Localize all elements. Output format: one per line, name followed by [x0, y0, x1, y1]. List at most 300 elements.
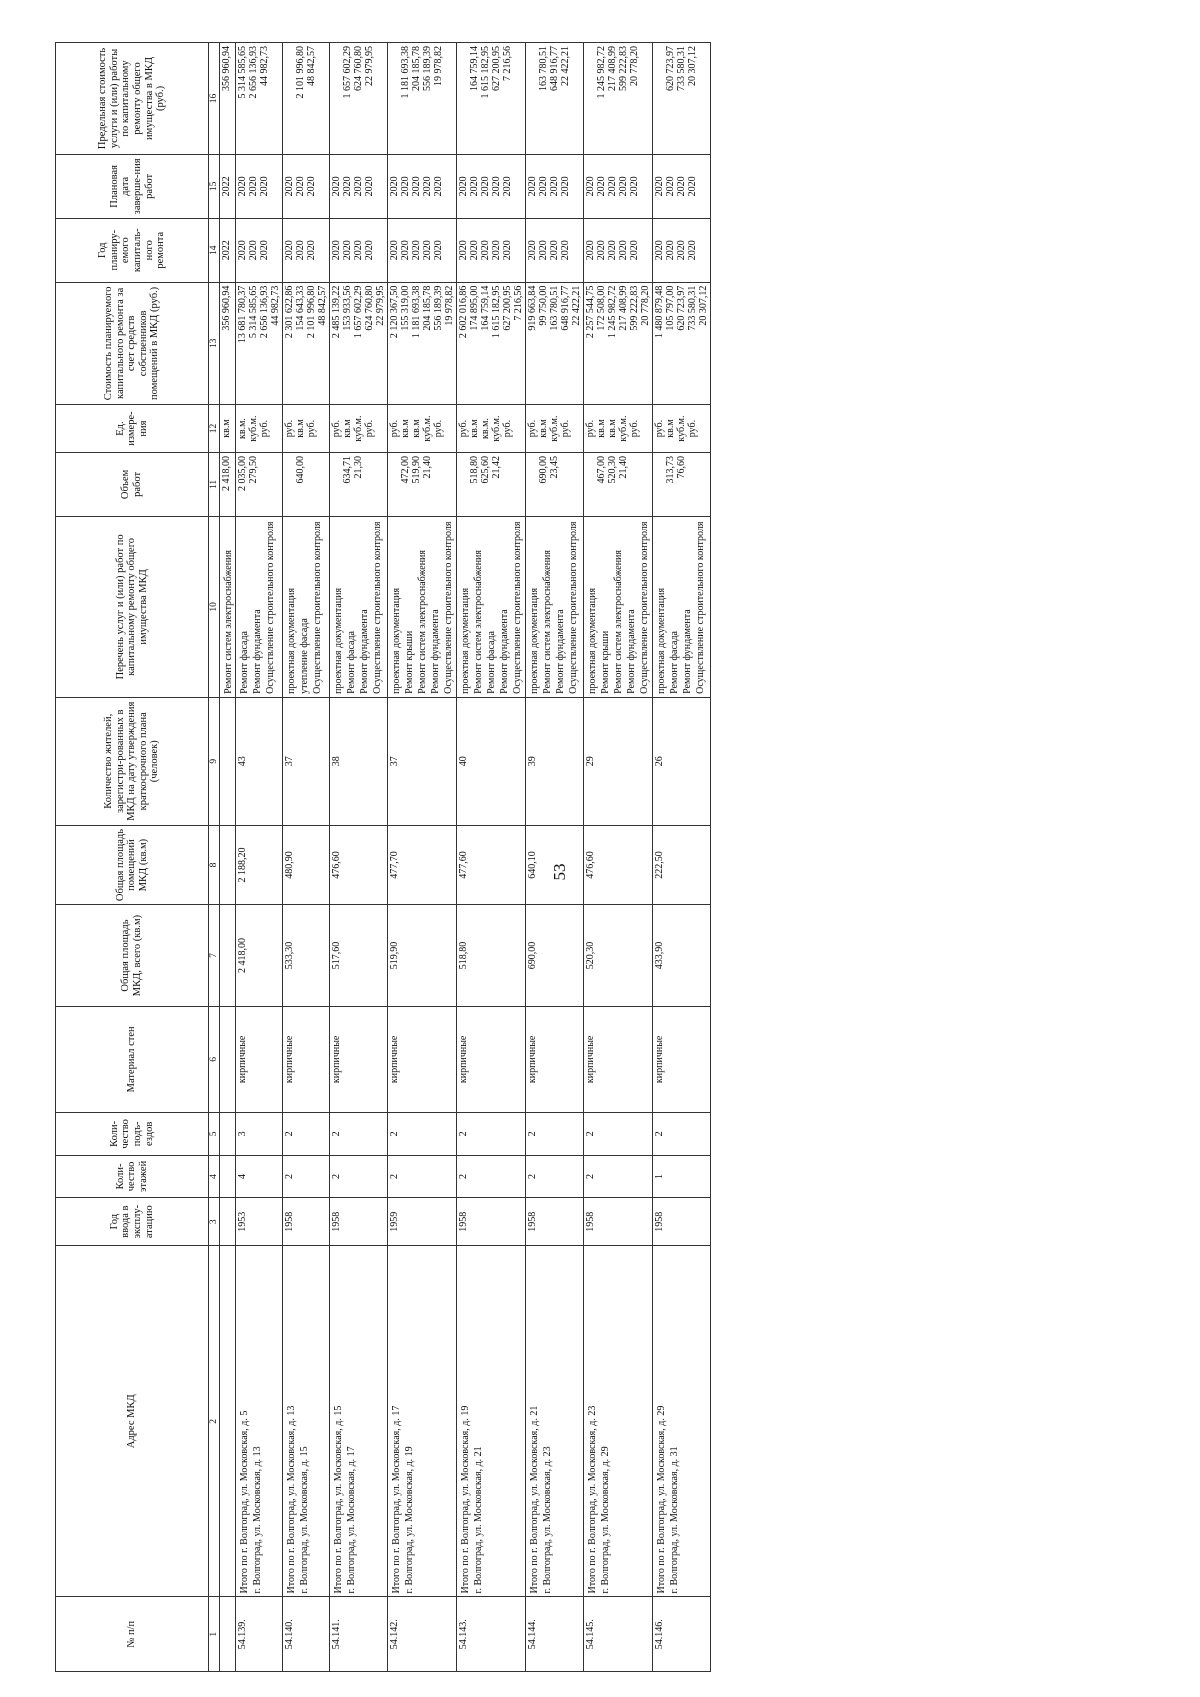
- row-number: [220, 1597, 236, 1672]
- limit-cell: [457, 43, 526, 155]
- work-end_year: 2020: [458, 176, 470, 197]
- walls-cell: кирпичные: [584, 1006, 653, 1112]
- work-volume: 21,40: [618, 456, 630, 479]
- work-unit: куб.м.: [491, 415, 503, 442]
- unit-cell: [457, 405, 526, 453]
- floors-cell: 2: [584, 1155, 653, 1198]
- work-end_year: 2020: [259, 176, 271, 197]
- year-cell: 1958: [653, 1198, 711, 1246]
- area-rooms-cell: 476,60: [330, 825, 388, 905]
- work-unit: руб.: [654, 419, 666, 438]
- entrances-cell: 3: [236, 1113, 283, 1156]
- work-cost: 1 657 602,29: [353, 285, 365, 339]
- works-cell: [653, 516, 711, 697]
- work-volume: [629, 456, 640, 513]
- work-cost: 48 842,57: [317, 285, 329, 326]
- walls-cell: кирпичные: [457, 1006, 526, 1112]
- total-label: Итого по г. Волгоград, ул. Московская, д. 15: [333, 1405, 345, 1594]
- plan-year-cell: [330, 218, 388, 282]
- column-number: 5: [209, 1113, 220, 1156]
- walls-cell: [220, 1006, 236, 1112]
- area-total-cell: 690,00: [526, 905, 584, 1006]
- works-cell: [526, 516, 584, 697]
- work-name: Ремонт фасада: [486, 631, 498, 694]
- work-plan_year: 2020: [331, 240, 343, 261]
- cost-cell: [388, 282, 457, 404]
- work-cost: 217 408,99: [618, 285, 630, 331]
- work-unit: кв.м: [342, 419, 354, 438]
- area-total-cell: 433,90: [653, 905, 711, 1006]
- cost-cell: [330, 282, 388, 404]
- work-name: проектная документация: [656, 587, 668, 694]
- work-cost: 204 185,78: [422, 285, 434, 331]
- cost-cell: [220, 282, 236, 404]
- work-volume: [585, 456, 596, 513]
- cost-cell: [653, 282, 711, 404]
- unit-cell: [220, 405, 236, 453]
- work-unit: куб.м.: [248, 415, 260, 442]
- work-volume: [654, 456, 665, 513]
- unit-cell: [330, 405, 388, 453]
- volume-cell: [236, 453, 283, 517]
- work-unit: руб.: [284, 419, 296, 438]
- plan-year-cell: [457, 218, 526, 282]
- work-end_year: 2020: [654, 176, 666, 197]
- work-plan_year: 2020: [458, 240, 470, 261]
- work-plan_year: 2020: [411, 240, 423, 261]
- work-end_year: 2020: [342, 176, 354, 197]
- floors-cell: 2: [457, 1155, 526, 1198]
- area-rooms-cell: 476,60: [584, 825, 653, 905]
- total-cost: 2 120 367,50: [389, 285, 401, 339]
- work-cost: 599 222,83: [629, 285, 641, 331]
- table-row: [220, 43, 236, 1672]
- area-total-cell: [220, 905, 236, 1006]
- column-header: Перечень услуг и (или) работ по капитальному ремонту общего имущества МКД: [56, 516, 209, 697]
- column-number: 16: [209, 43, 220, 155]
- works-cell: [283, 516, 330, 697]
- work-plan_year: 2020: [676, 240, 688, 261]
- table-row: [457, 43, 526, 1672]
- work-end_year: 2020: [306, 176, 318, 197]
- total-label: Итого по г. Волгоград, ул. Московская, д. 17: [391, 1405, 403, 1594]
- work-cost: 105 797,00: [665, 285, 677, 331]
- work-unit: кв.м: [411, 419, 423, 438]
- work-unit: кв.м: [665, 419, 677, 438]
- work-unit: куб.м.: [618, 415, 630, 442]
- work-cost: 153 933,56: [342, 285, 354, 331]
- column-number: 4: [209, 1155, 220, 1198]
- work-volume: 467,00: [596, 456, 608, 484]
- work-end_year: 2022: [221, 176, 233, 197]
- walls-cell: кирпичные: [526, 1006, 584, 1112]
- work-unit: кв.м.: [480, 418, 492, 440]
- area-rooms-cell: [220, 825, 236, 905]
- row-number: 54.139.: [236, 1597, 283, 1672]
- work-limit: 1 245 982,72: [596, 46, 608, 99]
- work-volume: 519,90: [411, 456, 423, 484]
- work-end_year: 2020: [480, 176, 492, 197]
- year-cell: 1953: [236, 1198, 283, 1246]
- repair-plan-table: [55, 42, 711, 1672]
- work-cost: 44 982,73: [270, 285, 282, 326]
- work-limit: 204 185,78: [411, 46, 423, 91]
- work-name: Ремонт фундамента: [682, 609, 694, 694]
- work-name: Ремонт фундамента: [555, 609, 567, 694]
- column-number: 14: [209, 218, 220, 282]
- column-number: 10: [209, 516, 220, 697]
- work-volume: [284, 456, 295, 513]
- year-cell: 1958: [526, 1198, 584, 1246]
- work-limit: [284, 46, 295, 151]
- work-end_year: 2020: [331, 176, 343, 197]
- end-year-cell: [388, 154, 457, 218]
- work-end_year: 2020: [596, 176, 608, 197]
- work-cost: 164 759,14: [480, 285, 492, 331]
- column-number: 11: [209, 453, 220, 517]
- work-plan_year: 2020: [491, 240, 503, 261]
- plan-year-cell: [584, 218, 653, 282]
- work-cost: 624 760,80: [364, 285, 376, 331]
- end-year-cell: [457, 154, 526, 218]
- work-plan_year: 2020: [342, 240, 354, 261]
- work-plan_year: 2020: [585, 240, 597, 261]
- work-unit: кв.м: [596, 419, 608, 438]
- end-year-cell: [220, 154, 236, 218]
- work-plan_year: 2020: [284, 240, 296, 261]
- address: г. Волгоград, ул. Московская, д. 17: [346, 1446, 358, 1594]
- work-unit: куб.м.: [549, 415, 561, 442]
- address: г. Волгоград, ул. Московская, д. 15: [299, 1446, 311, 1594]
- area-total-cell: 520,30: [584, 905, 653, 1006]
- work-volume: 21,40: [422, 456, 434, 479]
- work-limit: 733 580,31: [676, 46, 688, 91]
- volume-cell: [220, 453, 236, 517]
- row-number: 54.142.: [388, 1597, 457, 1672]
- work-volume: 520,30: [607, 456, 619, 484]
- work-plan_year: 2020: [295, 240, 307, 261]
- work-plan_year: 2020: [607, 240, 619, 261]
- work-volume: [389, 456, 400, 513]
- work-name: Ремонт фасада: [669, 631, 681, 694]
- work-cost: 22 422,21: [571, 285, 583, 326]
- work-name: Ремонт фундамента: [626, 609, 638, 694]
- unit-cell: [283, 405, 330, 453]
- work-name: Ремонт крыши: [404, 630, 416, 694]
- work-plan_year: 2020: [422, 240, 434, 261]
- work-name: Осуществление строительного контроля: [312, 521, 324, 694]
- work-plan_year: 2020: [237, 240, 249, 261]
- work-limit: 2 101 996,80: [295, 46, 307, 99]
- work-name: Ремонт фундамента: [359, 609, 371, 694]
- work-cost: 174 895,00: [469, 285, 481, 331]
- work-volume: 313,73: [665, 456, 677, 484]
- total-cost: 2 602 016,86: [458, 285, 470, 339]
- address: г. Волгоград, ул. Московская, д. 19: [404, 1446, 416, 1594]
- work-unit: руб.: [585, 419, 597, 438]
- end-year-cell: [330, 154, 388, 218]
- column-number: 13: [209, 282, 220, 404]
- work-unit: руб.: [306, 419, 318, 438]
- work-volume: [527, 456, 538, 513]
- area-rooms-cell: 477,70: [388, 825, 457, 905]
- work-volume: 2 418,00: [221, 456, 233, 491]
- work-unit: руб.: [389, 419, 401, 438]
- year-cell: 1958: [283, 1198, 330, 1246]
- plan-year-cell: [653, 218, 711, 282]
- entrances-cell: 2: [653, 1113, 711, 1156]
- address: г. Волгоград, ул. Московская, д. 31: [669, 1446, 681, 1594]
- column-header: Материал стен: [56, 1006, 209, 1112]
- column-header: Год ввода в эксплу-атацию: [56, 1198, 209, 1246]
- work-plan_year: 2020: [527, 240, 539, 261]
- floors-cell: 2: [283, 1155, 330, 1198]
- residents-cell: 26: [653, 697, 711, 825]
- plan-year-cell: [236, 218, 283, 282]
- year-cell: 1958: [330, 1198, 388, 1246]
- work-plan_year: 2020: [259, 240, 271, 261]
- walls-cell: кирпичные: [236, 1006, 283, 1112]
- column-header: Количество жителей, зарегистри-рованных в МКД на дату утверждения краткосрочного плана (человек): [56, 697, 209, 825]
- plan-year-cell: [283, 218, 330, 282]
- walls-cell: кирпичные: [653, 1006, 711, 1112]
- limit-cell: [283, 43, 330, 155]
- residents-cell: 37: [283, 697, 330, 825]
- floors-cell: 2: [388, 1155, 457, 1198]
- work-plan_year: 2020: [389, 240, 401, 261]
- residents-cell: 40: [457, 697, 526, 825]
- work-name: Ремонт фундамента: [252, 609, 264, 694]
- cost-cell: [236, 282, 283, 404]
- area-total-cell: 518,80: [457, 905, 526, 1006]
- work-end_year: 2020: [549, 176, 561, 197]
- work-unit: кв.м.: [237, 418, 249, 440]
- work-cost: 5 314 585,65: [248, 285, 260, 339]
- work-plan_year: 2022: [221, 240, 233, 261]
- work-limit: 624 760,80: [353, 46, 365, 91]
- works-cell: [220, 516, 236, 697]
- work-volume: 21,30: [353, 456, 365, 479]
- work-unit: руб.: [331, 419, 343, 438]
- work-volume: 76,60: [676, 456, 688, 479]
- column-header: Общая площадь МКД, всего (кв.м): [56, 905, 209, 1006]
- work-plan_year: 2020: [469, 240, 481, 261]
- work-plan_year: 2020: [629, 240, 641, 261]
- work-limit: 356 960,94: [221, 46, 233, 91]
- column-header: Плановая дата заверше-ния работ: [56, 154, 209, 218]
- column-header: Общая площадь помещений МКД (кв.м): [56, 825, 209, 905]
- residents-cell: 39: [526, 697, 584, 825]
- work-end_year: 2020: [527, 176, 539, 197]
- work-end_year: 2020: [665, 176, 677, 197]
- work-plan_year: 2020: [364, 240, 376, 261]
- work-unit: руб.: [527, 419, 539, 438]
- work-cost: 2 656 136,93: [259, 285, 271, 339]
- residents-cell: [220, 697, 236, 825]
- work-name: Осуществление строительного контроля: [265, 521, 277, 694]
- work-cost: 155 319,00: [400, 285, 412, 331]
- work-volume: 472,00: [400, 456, 412, 484]
- work-cost: 19 978,82: [444, 285, 456, 326]
- work-unit: кв.м: [469, 419, 481, 438]
- floors-cell: 4: [236, 1155, 283, 1198]
- work-name: проектная документация: [587, 587, 599, 694]
- work-name: Ремонт фундамента: [499, 609, 511, 694]
- floors-cell: 1: [653, 1155, 711, 1198]
- column-number: 8: [209, 825, 220, 905]
- address: г. Волгоград, ул. Московская, д. 13: [252, 1446, 264, 1594]
- work-cost: 7 216,56: [513, 285, 525, 321]
- work-end_year: 2020: [422, 176, 434, 197]
- cost-cell: [457, 282, 526, 404]
- unit-cell: [526, 405, 584, 453]
- work-name: Осуществление строительного контроля: [443, 521, 455, 694]
- volume-cell: [388, 453, 457, 517]
- work-plan_year: 2020: [687, 240, 699, 261]
- area-rooms-cell: 477,60: [457, 825, 526, 905]
- work-end_year: 2020: [687, 176, 699, 197]
- work-cost: 22 979,95: [375, 285, 387, 326]
- work-end_year: 2020: [411, 176, 423, 197]
- address-cell: [220, 1246, 236, 1597]
- work-cost: 172 508,00: [596, 285, 608, 331]
- column-number: 2: [209, 1246, 220, 1597]
- work-end_year: 2020: [295, 176, 307, 197]
- entrances-cell: [220, 1113, 236, 1156]
- end-year-cell: [584, 154, 653, 218]
- row-number: 54.141.: [330, 1597, 388, 1672]
- work-volume: 21,42: [491, 456, 503, 479]
- year-cell: [220, 1198, 236, 1246]
- limit-cell: [526, 43, 584, 155]
- end-year-cell: [653, 154, 711, 218]
- walls-cell: кирпичные: [388, 1006, 457, 1112]
- area-rooms-cell: 2 188,20: [236, 825, 283, 905]
- work-limit: [527, 46, 538, 151]
- work-volume: 690,00: [538, 456, 550, 484]
- work-limit: [389, 46, 400, 151]
- limit-cell: [584, 43, 653, 155]
- residents-cell: 29: [584, 697, 653, 825]
- work-name: Ремонт систем электроснабжения: [223, 549, 235, 694]
- cost-cell: [584, 282, 653, 404]
- work-limit: [654, 46, 665, 151]
- work-limit: [458, 46, 469, 151]
- work-cost: 20 778,20: [640, 285, 652, 326]
- column-header: Объем работ: [56, 453, 209, 517]
- work-limit: 556 189,39: [422, 46, 434, 91]
- work-volume: [331, 456, 342, 513]
- page-number: 53: [550, 863, 569, 881]
- column-number: 9: [209, 697, 220, 825]
- area-total-cell: 2 418,00: [236, 905, 283, 1006]
- work-limit: 20 307,12: [687, 46, 699, 86]
- work-volume: 2 035,00: [237, 456, 249, 491]
- work-name: Ремонт систем электроснабжения: [613, 549, 625, 694]
- work-limit: 627 200,95: [491, 46, 503, 91]
- work-end_year: 2020: [491, 176, 503, 197]
- work-end_year: 2020: [607, 176, 619, 197]
- total-label: Итого по г. Волгоград, ул. Московская, д. 21: [529, 1405, 541, 1594]
- address: г. Волгоград, ул. Московская, д. 23: [542, 1446, 554, 1594]
- address: г. Волгоград, ул. Московская, д. 21: [473, 1446, 485, 1594]
- end-year-cell: [283, 154, 330, 218]
- work-unit: кв.м: [400, 419, 412, 438]
- work-name: проектная документация: [529, 587, 541, 694]
- work-unit: кв.м: [295, 419, 307, 438]
- work-unit: куб.м.: [353, 415, 365, 442]
- end-year-cell: [526, 154, 584, 218]
- work-unit: руб.: [433, 419, 445, 438]
- work-plan_year: 2020: [306, 240, 318, 261]
- column-number: 1: [209, 1597, 220, 1672]
- work-name: проектная документация: [391, 587, 403, 694]
- entrances-cell: 2: [283, 1113, 330, 1156]
- works-cell: [388, 516, 457, 697]
- work-volume: 279,50: [248, 456, 260, 484]
- total-cost: 919 663,84: [527, 285, 539, 331]
- address: г. Волгоград, ул. Московская, д. 29: [600, 1446, 612, 1594]
- address-cell: [653, 1246, 711, 1597]
- column-header: № п/п: [56, 1597, 209, 1672]
- limit-cell: [330, 43, 388, 155]
- volume-cell: [526, 453, 584, 517]
- work-volume: 518,80: [469, 456, 481, 484]
- entrances-cell: 2: [330, 1113, 388, 1156]
- table-row: [388, 43, 457, 1672]
- work-volume: 625,60: [480, 456, 492, 484]
- entrances-cell: 2: [388, 1113, 457, 1156]
- row-number: 54.143.: [457, 1597, 526, 1672]
- work-name: Ремонт систем электроснабжения: [473, 549, 485, 694]
- work-unit: руб.: [502, 419, 514, 438]
- column-number: 7: [209, 905, 220, 1006]
- work-cost: 1 615 182,95: [491, 285, 503, 339]
- work-name: утепление фасада: [299, 618, 311, 694]
- work-name: проектная документация: [333, 587, 345, 694]
- column-header: Ед. измере-ния: [56, 405, 209, 453]
- work-plan_year: 2020: [353, 240, 365, 261]
- work-cost: 356 960,94: [221, 285, 233, 331]
- column-header: Предельная стоимость услуги и (или) работы по капитальному ремонту общего имущества в МКД (руб.): [56, 43, 209, 155]
- work-cost: 154 643,33: [295, 285, 307, 331]
- work-unit: кв.м: [221, 419, 233, 438]
- work-name: Ремонт систем электроснабжения: [417, 549, 429, 694]
- floors-cell: [220, 1155, 236, 1198]
- area-total-cell: 533,30: [283, 905, 330, 1006]
- row-number: 54.145.: [584, 1597, 653, 1672]
- total-label: Итого по г. Волгоград, ул. Московская, д. 5: [239, 1410, 251, 1594]
- work-unit: руб.: [629, 419, 641, 438]
- table-body: [220, 43, 711, 1672]
- unit-cell: [584, 405, 653, 453]
- plan-year-cell: [220, 218, 236, 282]
- row-number: 54.140.: [283, 1597, 330, 1672]
- work-volume: [560, 456, 571, 513]
- work-unit: кв.м: [607, 419, 619, 438]
- address-cell: [236, 1246, 283, 1597]
- total-cost: 2 301 622,86: [284, 285, 296, 339]
- cost-cell: [526, 282, 584, 404]
- table-row: [283, 43, 330, 1672]
- work-unit: руб.: [259, 419, 271, 438]
- table-row: [330, 43, 388, 1672]
- work-name: Осуществление строительного контроля: [372, 521, 384, 694]
- total-cost: 1 480 879,48: [654, 285, 666, 339]
- work-unit: руб.: [458, 419, 470, 438]
- work-unit: руб.: [364, 419, 376, 438]
- area-total-cell: 517,60: [330, 905, 388, 1006]
